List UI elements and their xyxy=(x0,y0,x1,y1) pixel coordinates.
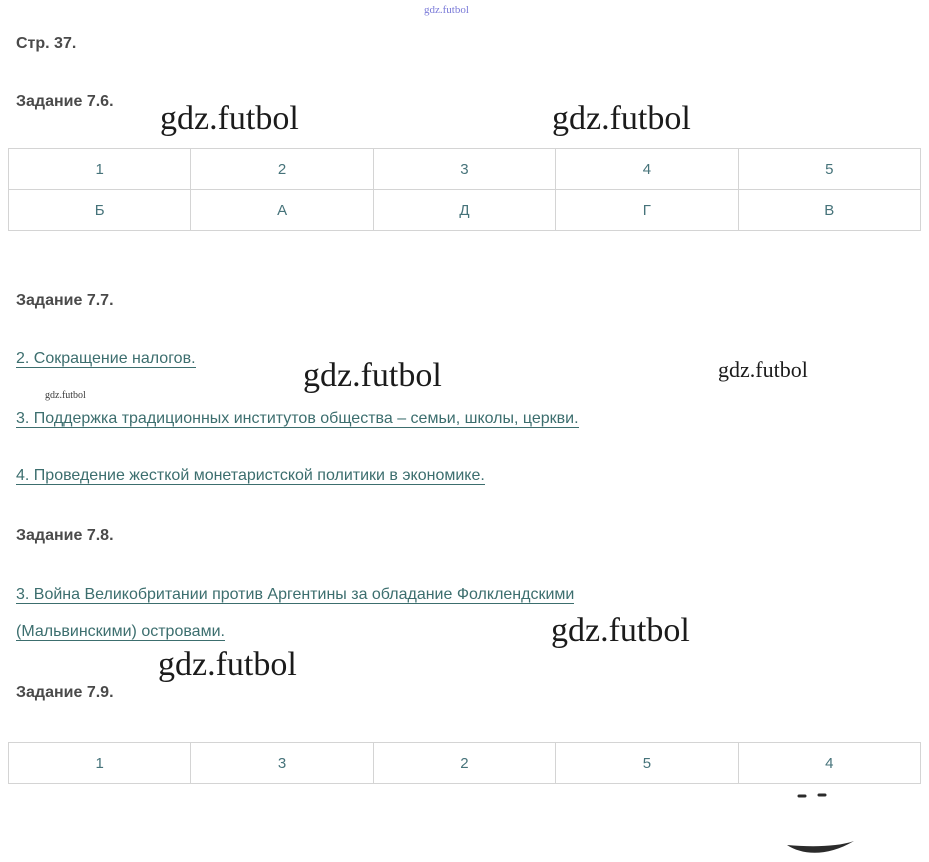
watermark-big-1: gdz.futbol xyxy=(160,100,299,137)
table-cell: 5 xyxy=(738,149,920,190)
table-cell: Г xyxy=(556,190,738,231)
watermark-big-5: gdz.futbol xyxy=(158,646,297,683)
answer-7-8-line-1 xyxy=(16,586,574,604)
pen-swoosh-icon xyxy=(782,825,872,860)
table-cell: 2 xyxy=(191,149,373,190)
table-cell: 4 xyxy=(738,743,920,784)
answer-table-7-9 xyxy=(8,742,921,784)
watermark-big-3: gdz.futbol xyxy=(303,357,442,394)
table-cell: В xyxy=(738,190,920,231)
watermark-mid-1: gdz.futbol xyxy=(718,357,808,382)
task-heading-7-9: Задание 7.9. xyxy=(16,684,114,701)
table-cell: 1 xyxy=(9,743,191,784)
task-heading-7-6: Задание 7.6. xyxy=(16,93,114,110)
table-cell: 3 xyxy=(191,743,373,784)
table-cell: 2 xyxy=(373,743,555,784)
watermark-small-1: gdz.futbol xyxy=(45,390,86,401)
answer-text: 3. Война Великобритании против Аргентины за обладание Фолклендскими xyxy=(16,586,575,603)
table-cell: Б xyxy=(9,190,191,231)
table-row xyxy=(9,743,921,784)
answer-7-7-item-1 xyxy=(16,350,196,368)
answer-text: (Мальвинскими) островами. xyxy=(16,623,225,640)
table-cell: 4 xyxy=(556,149,738,190)
answer-7-7-item-3 xyxy=(16,467,485,485)
table-cell: А xyxy=(191,190,373,231)
page-label: Стр. 37. xyxy=(16,35,77,52)
table-row xyxy=(9,149,921,190)
answer-table-7-6 xyxy=(8,148,921,231)
table-row xyxy=(9,190,921,231)
watermark-top: gdz.futbol xyxy=(424,4,469,16)
answer-7-7-item-2 xyxy=(16,410,579,428)
table-cell: 1 xyxy=(9,149,191,190)
pen-mark-icon xyxy=(795,790,855,810)
answer-text: 3. Поддержка традиционных институтов общества – семьи, школы, церкви. xyxy=(16,410,579,427)
answer-7-8-line-2 xyxy=(16,623,225,641)
table-cell: Д xyxy=(373,190,555,231)
watermark-big-4: gdz.futbol xyxy=(551,612,690,649)
task-heading-7-7: Задание 7.7. xyxy=(16,292,114,309)
task-heading-7-8: Задание 7.8. xyxy=(16,527,114,544)
table-cell: 3 xyxy=(373,149,555,190)
answer-text: 4. Проведение жесткой монетаристской политики в экономике. xyxy=(16,467,485,484)
watermark-big-2: gdz.futbol xyxy=(552,100,691,137)
table-cell: 5 xyxy=(556,743,738,784)
answer-text: 2. Сокращение налогов. xyxy=(16,350,196,367)
